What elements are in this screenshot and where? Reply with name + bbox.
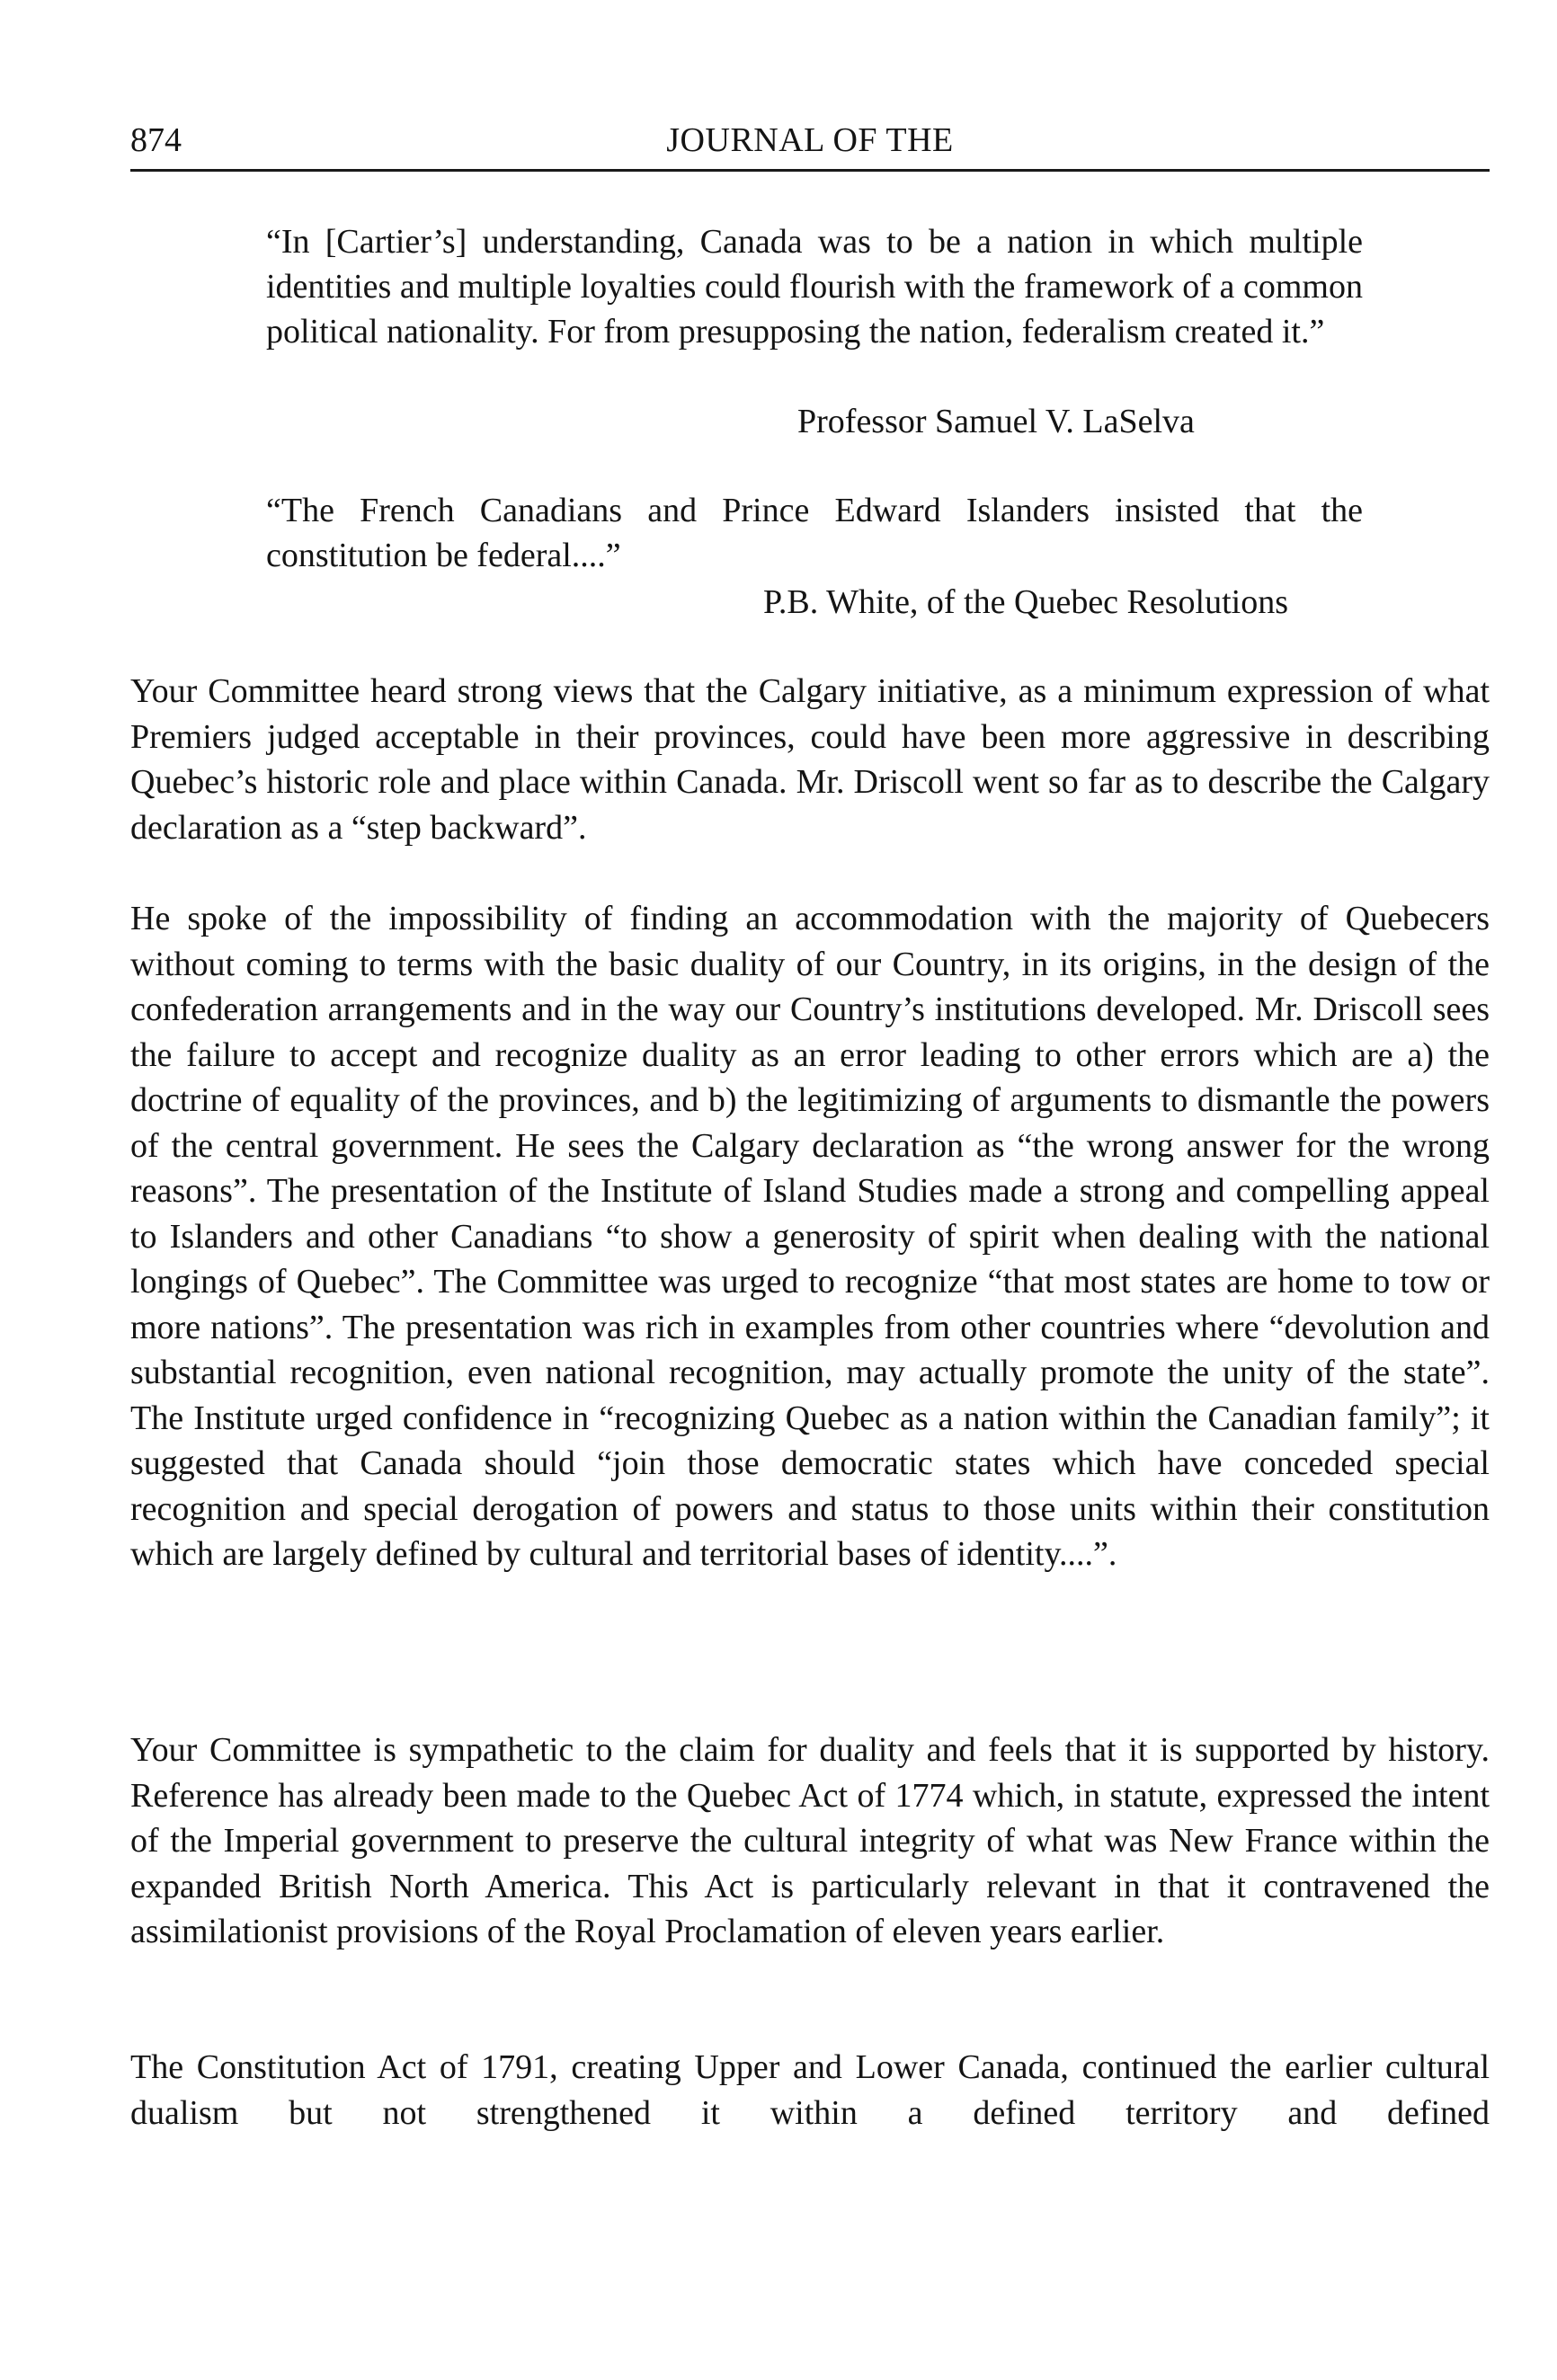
- page-header: [130, 115, 1490, 172]
- epigraph-attribution: P.B. White, of the Quebec Resolutions: [763, 583, 1289, 621]
- epigraph-quote-text: “In [Cartier’s] understanding, Canada was to be a nation in which multiple identities and multiple loyalties could flourish with the framework of a common political nationality. For from presupposing the nation, federalism created it.”: [266, 223, 1363, 351]
- epigraph-quote: [266, 219, 1363, 354]
- epigraph-attribution: Professor Samuel V. LaSelva: [797, 403, 1195, 440]
- epigraph-quote-text: “The French Canadians and Prince Edward Islanders insisted that the constitution be federal....”: [266, 492, 1363, 574]
- body-paragraph: The Constitution Act of 1791, creating Upper and Lower Canada, continued the earlier cultural dualism but not strengthened it within a defined territory and defined: [130, 2048, 1490, 2132]
- body-paragraph: Your Committee is sympathetic to the claim for duality and feels that it is supported by history. Reference has already been made to the Quebec Act of 1774 which, in statute, expressed the intent of the Imperial government to preserve the cultural integrity of what was New France within the expanded British North America. This Act is particularly relevant in that it contravened the assimilationist provisions of the Royal Proclamation of eleven years earlier.: [130, 1731, 1490, 1950]
- epigraph-quote: [266, 488, 1363, 578]
- body-paragraph: Your Committee heard strong views that the Calgary initiative, as a minimum expression of what Premiers judged acceptable in their provinces, could have been more aggressive in describing Quebec’s historic role and place within Canada. Mr. Driscoll went so far as to describe the Calgary declaration as a “step backward”.: [130, 672, 1490, 847]
- running-head: JOURNAL OF THE: [666, 121, 954, 159]
- page-number: 874: [130, 121, 182, 159]
- body-paragraph: He spoke of the impossibility of finding an accommodation with the majority of Quebecers without coming to terms with the basic duality of our Country, in its origins, in the design of the confederation arrangements and in the way our Country’s institutions developed. Mr. Driscoll sees the failure to accept and recognize duality as an error leading to other errors which are a) the doctrine of equality of the provinces, and b) the legitimizing of arguments to dismantle the powers of the central government. He sees the Calgary declaration as “the wrong answer for the wrong reasons”. The presentation of the Institute of Island Studies made a strong and compelling appeal to Islanders and other Canadians “to show a generosity of spirit when dealing with the national longings of Quebec”. The Committee was urged to recognize “that most states are home to tow or more nations”. The presentation was rich in examples from other countries where “devolution and substantial recognition, even national recognition, may actually promote the unity of the state”. The Institute urged confidence in “recognizing Quebec as a nation within the Canadian family”; it suggested that Canada should “join those democratic states which have conceded special recognition and special derogation of powers and status to those units within their constitution which are largely defined by cultural and territorial bases of identity....”.: [130, 900, 1490, 1573]
